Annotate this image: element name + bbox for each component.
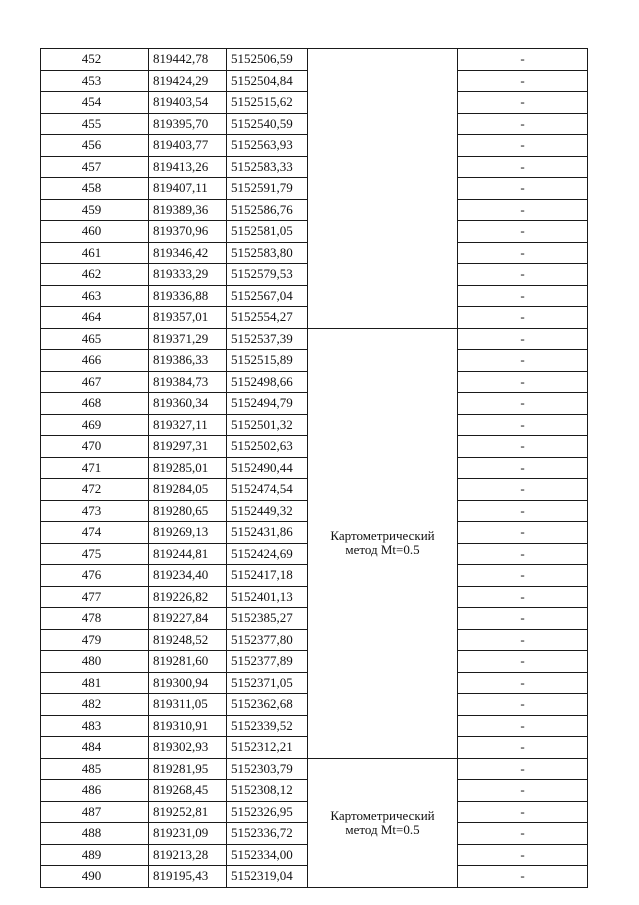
- coord-y: 5152554,27: [227, 307, 308, 329]
- point-number: 456: [41, 135, 149, 157]
- coord-y: 5152319,04: [227, 866, 308, 888]
- accuracy-value: -: [458, 565, 588, 587]
- coord-y: 5152449,32: [227, 500, 308, 522]
- point-number: 465: [41, 328, 149, 350]
- coord-x: 819389,36: [149, 199, 227, 221]
- coord-y: 5152498,66: [227, 371, 308, 393]
- point-number: 464: [41, 307, 149, 329]
- coord-x: 819234,40: [149, 565, 227, 587]
- point-number: 485: [41, 758, 149, 780]
- accuracy-value: -: [458, 49, 588, 71]
- accuracy-value: -: [458, 307, 588, 329]
- coord-x: 819403,54: [149, 92, 227, 114]
- coord-y: 5152494,79: [227, 393, 308, 415]
- coord-x: 819370,96: [149, 221, 227, 243]
- coord-x: 819281,95: [149, 758, 227, 780]
- coord-y: 5152431,86: [227, 522, 308, 544]
- coord-x: 819424,29: [149, 70, 227, 92]
- coord-y: 5152334,00: [227, 844, 308, 866]
- coord-x: 819336,88: [149, 285, 227, 307]
- coord-y: 5152336,72: [227, 823, 308, 845]
- coord-x: 819300,94: [149, 672, 227, 694]
- accuracy-value: -: [458, 715, 588, 737]
- coord-y: 5152362,68: [227, 694, 308, 716]
- accuracy-value: -: [458, 758, 588, 780]
- accuracy-value: -: [458, 221, 588, 243]
- accuracy-value: -: [458, 328, 588, 350]
- method-label-line: метод Mt=0.5: [345, 821, 420, 837]
- coord-y: 5152424,69: [227, 543, 308, 565]
- accuracy-value: -: [458, 479, 588, 501]
- coord-x: 819386,33: [149, 350, 227, 372]
- coord-x: 819403,77: [149, 135, 227, 157]
- coord-y: 5152579,53: [227, 264, 308, 286]
- point-number: 453: [41, 70, 149, 92]
- point-number: 476: [41, 565, 149, 587]
- accuracy-value: -: [458, 672, 588, 694]
- accuracy-value: -: [458, 586, 588, 608]
- accuracy-value: -: [458, 543, 588, 565]
- point-number: 487: [41, 801, 149, 823]
- point-number: 463: [41, 285, 149, 307]
- coord-y: 5152502,63: [227, 436, 308, 458]
- coord-y: 5152591,79: [227, 178, 308, 200]
- point-number: 468: [41, 393, 149, 415]
- accuracy-value: -: [458, 113, 588, 135]
- coordinates-table-body: [41, 49, 588, 888]
- point-number: 486: [41, 780, 149, 802]
- coord-y: 5152501,32: [227, 414, 308, 436]
- accuracy-value: -: [458, 350, 588, 372]
- method-cell: [308, 328, 458, 758]
- coord-x: 819302,93: [149, 737, 227, 759]
- point-number: 462: [41, 264, 149, 286]
- accuracy-value: -: [458, 156, 588, 178]
- coord-y: 5152515,89: [227, 350, 308, 372]
- accuracy-value: -: [458, 414, 588, 436]
- coord-x: 819327,11: [149, 414, 227, 436]
- point-number: 470: [41, 436, 149, 458]
- point-number: 490: [41, 866, 149, 888]
- coord-y: 5152583,80: [227, 242, 308, 264]
- accuracy-value: -: [458, 393, 588, 415]
- accuracy-value: -: [458, 608, 588, 630]
- coord-y: 5152326,95: [227, 801, 308, 823]
- point-number: 460: [41, 221, 149, 243]
- table-row: [41, 328, 588, 350]
- coord-x: 819227,84: [149, 608, 227, 630]
- method-label-line: Картометрический: [330, 807, 435, 823]
- coord-y: 5152515,62: [227, 92, 308, 114]
- coord-x: 819268,45: [149, 780, 227, 802]
- coord-y: 5152377,80: [227, 629, 308, 651]
- coord-x: 819195,43: [149, 866, 227, 888]
- coord-x: 819395,70: [149, 113, 227, 135]
- coord-x: 819311,05: [149, 694, 227, 716]
- coord-y: 5152377,89: [227, 651, 308, 673]
- coord-y: 5152385,27: [227, 608, 308, 630]
- coord-y: 5152308,12: [227, 780, 308, 802]
- coord-x: 819252,81: [149, 801, 227, 823]
- accuracy-value: -: [458, 457, 588, 479]
- point-number: 454: [41, 92, 149, 114]
- coord-x: 819384,73: [149, 371, 227, 393]
- coord-y: 5152581,05: [227, 221, 308, 243]
- point-number: 483: [41, 715, 149, 737]
- coord-x: 819297,31: [149, 436, 227, 458]
- coord-x: 819280,65: [149, 500, 227, 522]
- coord-y: 5152537,39: [227, 328, 308, 350]
- coord-x: 819346,42: [149, 242, 227, 264]
- coord-y: 5152490,44: [227, 457, 308, 479]
- accuracy-value: -: [458, 737, 588, 759]
- point-number: 474: [41, 522, 149, 544]
- coord-y: 5152540,59: [227, 113, 308, 135]
- coord-x: 819284,05: [149, 479, 227, 501]
- coord-x: 819244,81: [149, 543, 227, 565]
- coord-x: 819269,13: [149, 522, 227, 544]
- point-number: 452: [41, 49, 149, 71]
- coord-y: 5152371,05: [227, 672, 308, 694]
- point-number: 466: [41, 350, 149, 372]
- coordinates-sheet: [40, 48, 587, 888]
- accuracy-value: -: [458, 629, 588, 651]
- accuracy-value: -: [458, 92, 588, 114]
- point-number: 467: [41, 371, 149, 393]
- point-number: 479: [41, 629, 149, 651]
- point-number: 457: [41, 156, 149, 178]
- point-number: 482: [41, 694, 149, 716]
- accuracy-value: -: [458, 264, 588, 286]
- coord-x: 819231,09: [149, 823, 227, 845]
- coord-x: 819226,82: [149, 586, 227, 608]
- coord-x: 819357,01: [149, 307, 227, 329]
- coord-y: 5152312,21: [227, 737, 308, 759]
- point-number: 489: [41, 844, 149, 866]
- accuracy-value: -: [458, 866, 588, 888]
- coord-y: 5152504,84: [227, 70, 308, 92]
- coord-x: 819413,26: [149, 156, 227, 178]
- point-number: 475: [41, 543, 149, 565]
- point-number: 484: [41, 737, 149, 759]
- accuracy-value: -: [458, 436, 588, 458]
- coord-x: 819371,29: [149, 328, 227, 350]
- coord-y: 5152567,04: [227, 285, 308, 307]
- coord-y: 5152563,93: [227, 135, 308, 157]
- point-number: 461: [41, 242, 149, 264]
- point-number: 477: [41, 586, 149, 608]
- accuracy-value: -: [458, 371, 588, 393]
- coord-y: 5152506,59: [227, 49, 308, 71]
- accuracy-value: -: [458, 823, 588, 845]
- point-number: 488: [41, 823, 149, 845]
- accuracy-value: -: [458, 844, 588, 866]
- accuracy-value: -: [458, 242, 588, 264]
- coord-x: 819360,34: [149, 393, 227, 415]
- accuracy-value: -: [458, 522, 588, 544]
- point-number: 480: [41, 651, 149, 673]
- accuracy-value: -: [458, 70, 588, 92]
- coord-x: 819310,91: [149, 715, 227, 737]
- coord-x: 819248,52: [149, 629, 227, 651]
- coord-x: 819333,29: [149, 264, 227, 286]
- point-number: 473: [41, 500, 149, 522]
- method-cell: [308, 49, 458, 329]
- coord-y: 5152583,33: [227, 156, 308, 178]
- coord-y: 5152586,76: [227, 199, 308, 221]
- point-number: 455: [41, 113, 149, 135]
- method-cell: [308, 758, 458, 887]
- point-number: 478: [41, 608, 149, 630]
- coord-y: 5152474,54: [227, 479, 308, 501]
- accuracy-value: -: [458, 780, 588, 802]
- accuracy-value: -: [458, 285, 588, 307]
- point-number: 472: [41, 479, 149, 501]
- accuracy-value: -: [458, 801, 588, 823]
- accuracy-value: -: [458, 694, 588, 716]
- point-number: 481: [41, 672, 149, 694]
- accuracy-value: -: [458, 199, 588, 221]
- method-label-line: Картометрический: [330, 528, 435, 543]
- coord-y: 5152401,13: [227, 586, 308, 608]
- coord-x: 819281,60: [149, 651, 227, 673]
- coord-y: 5152303,79: [227, 758, 308, 780]
- coord-x: 819285,01: [149, 457, 227, 479]
- table-row: [41, 49, 588, 71]
- accuracy-value: -: [458, 135, 588, 157]
- coord-y: 5152417,18: [227, 565, 308, 587]
- accuracy-value: -: [458, 651, 588, 673]
- accuracy-value: -: [458, 500, 588, 522]
- point-number: 471: [41, 457, 149, 479]
- point-number: 458: [41, 178, 149, 200]
- point-number: 469: [41, 414, 149, 436]
- coord-y: 5152339,52: [227, 715, 308, 737]
- coord-x: 819213,28: [149, 844, 227, 866]
- method-label-line: метод Mt=0.5: [345, 542, 420, 557]
- point-number: 459: [41, 199, 149, 221]
- coordinates-table: [40, 48, 588, 888]
- table-row: [41, 758, 588, 780]
- coord-x: 819442,78: [149, 49, 227, 71]
- coord-x: 819407,11: [149, 178, 227, 200]
- accuracy-value: -: [458, 178, 588, 200]
